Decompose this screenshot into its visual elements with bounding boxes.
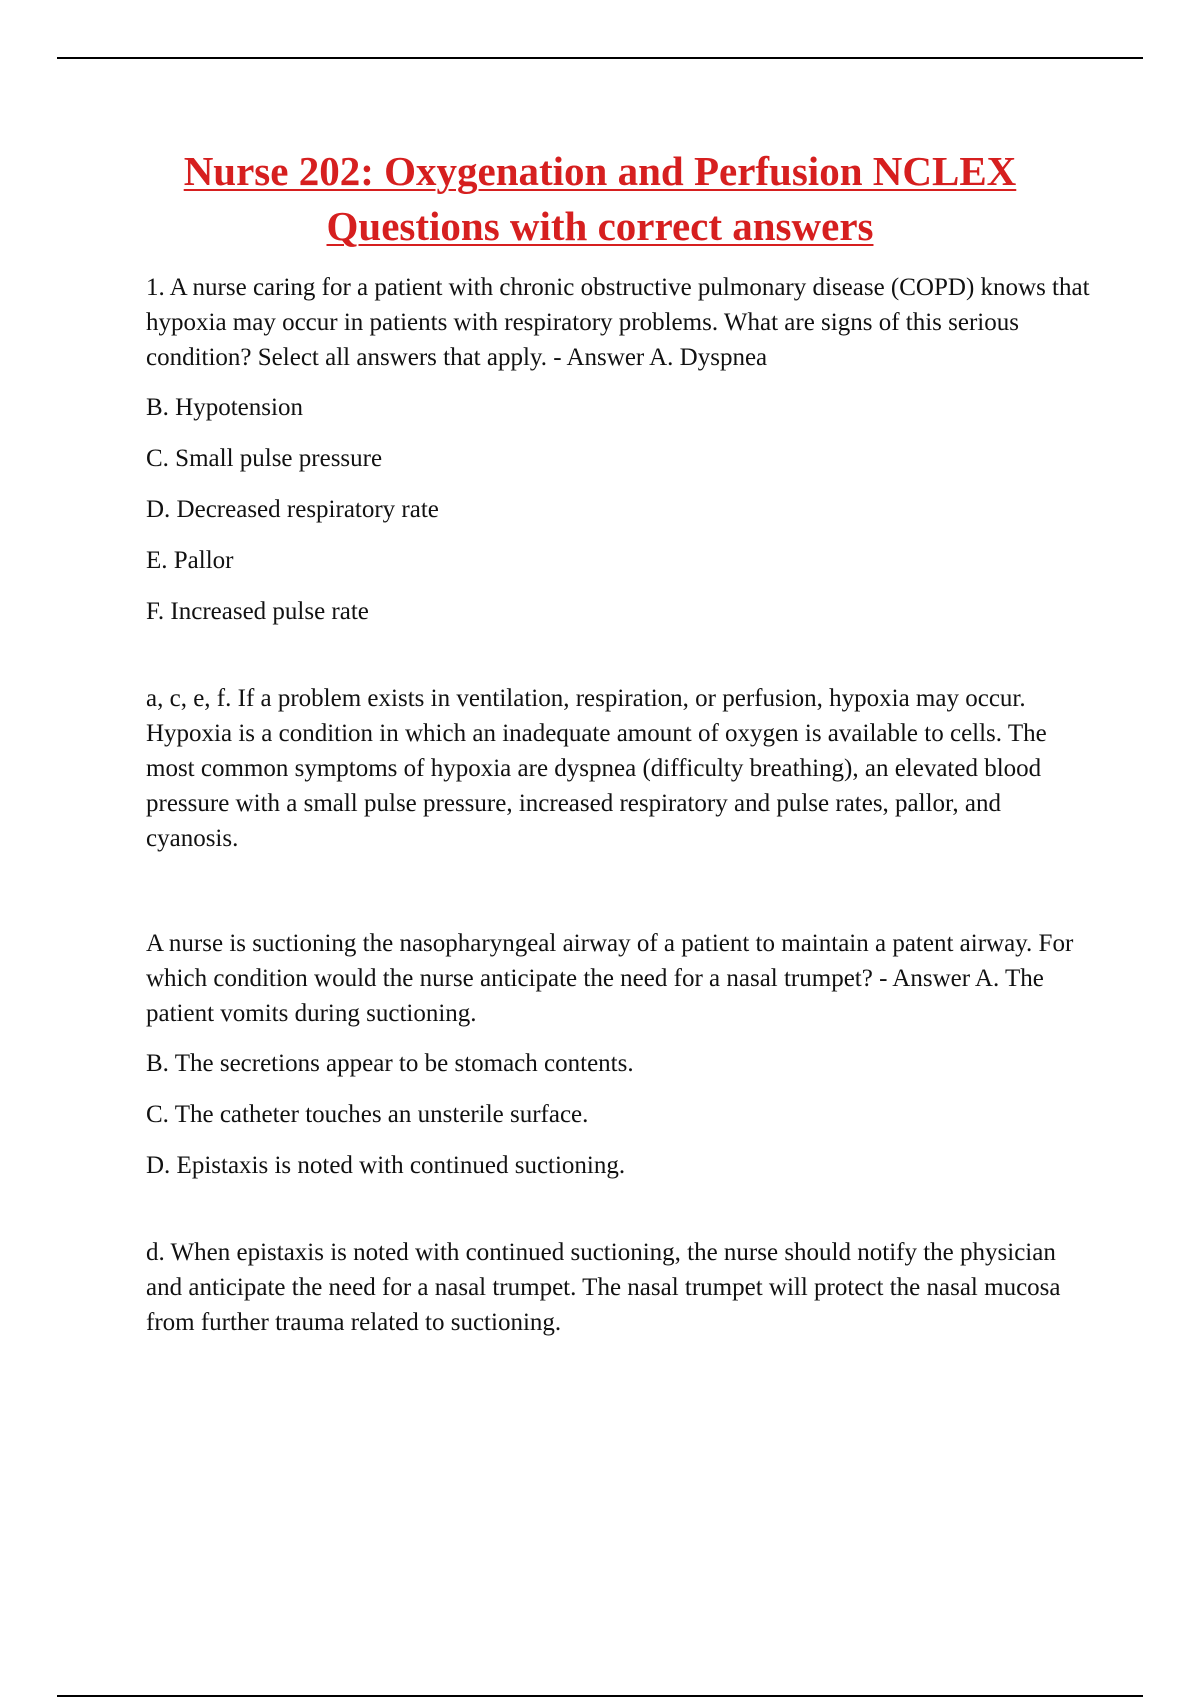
answer-option: C. The catheter touches an unsterile surface. bbox=[146, 1101, 589, 1128]
answer-option: C. Small pulse pressure bbox=[146, 445, 383, 472]
question-text: A nurse is suctioning the nasopharyngeal airway of a patient to maintain a patent airway. For which condition would the nurse anticipate the need for a nasal trumpet? - Answer A. The patient vomits during suctioning. bbox=[146, 930, 1074, 1027]
document-title bbox=[57, 144, 1143, 254]
answer-option: F. Increased pulse rate bbox=[146, 598, 369, 625]
answer-option: D. Epistaxis is noted with continued suctioning. bbox=[146, 1152, 626, 1179]
answer-option: B. Hypotension bbox=[146, 394, 303, 421]
answer-explanation: d. When epistaxis is noted with continued suctioning, the nurse should notify the physician and anticipate the need for a nasal trumpet. The nasal trumpet will protect the nasal mucosa from further trauma related to suctioning. bbox=[146, 1239, 1061, 1336]
question-block-1 bbox=[146, 270, 1096, 856]
answer-option: D. Decreased respiratory rate bbox=[146, 496, 439, 523]
title-line-1: Nurse 202: Oxygenation and Perfusion NCLEX bbox=[183, 148, 1017, 194]
question-block-2 bbox=[146, 926, 1096, 1340]
question-text: 1. A nurse caring for a patient with chronic obstructive pulmonary disease (COPD) knows that hypoxia may occur in patients with respiratory problems. What are signs of this serious condition? Select all answers that apply. - Answer A. Dyspnea bbox=[146, 274, 1090, 371]
document-body bbox=[146, 270, 1096, 1340]
title-line-2: Questions with correct answers bbox=[326, 203, 874, 249]
answer-explanation: a, c, e, f. If a problem exists in ventilation, respiration, or perfusion, hypoxia may occur. Hypoxia is a condition in which an inadequate amount of oxygen is available to cells. The most common symptoms of hypoxia are dyspnea (difficulty breathing), an elevated blood pressure with a small pulse pressure, increased respiratory and pulse rates, pallor, and cyanosis. bbox=[146, 685, 1047, 852]
footer-rule bbox=[57, 1695, 1143, 1697]
header-rule bbox=[57, 57, 1143, 59]
answer-option: E. Pallor bbox=[146, 547, 234, 574]
answer-option: B. The secretions appear to be stomach contents. bbox=[146, 1050, 634, 1077]
